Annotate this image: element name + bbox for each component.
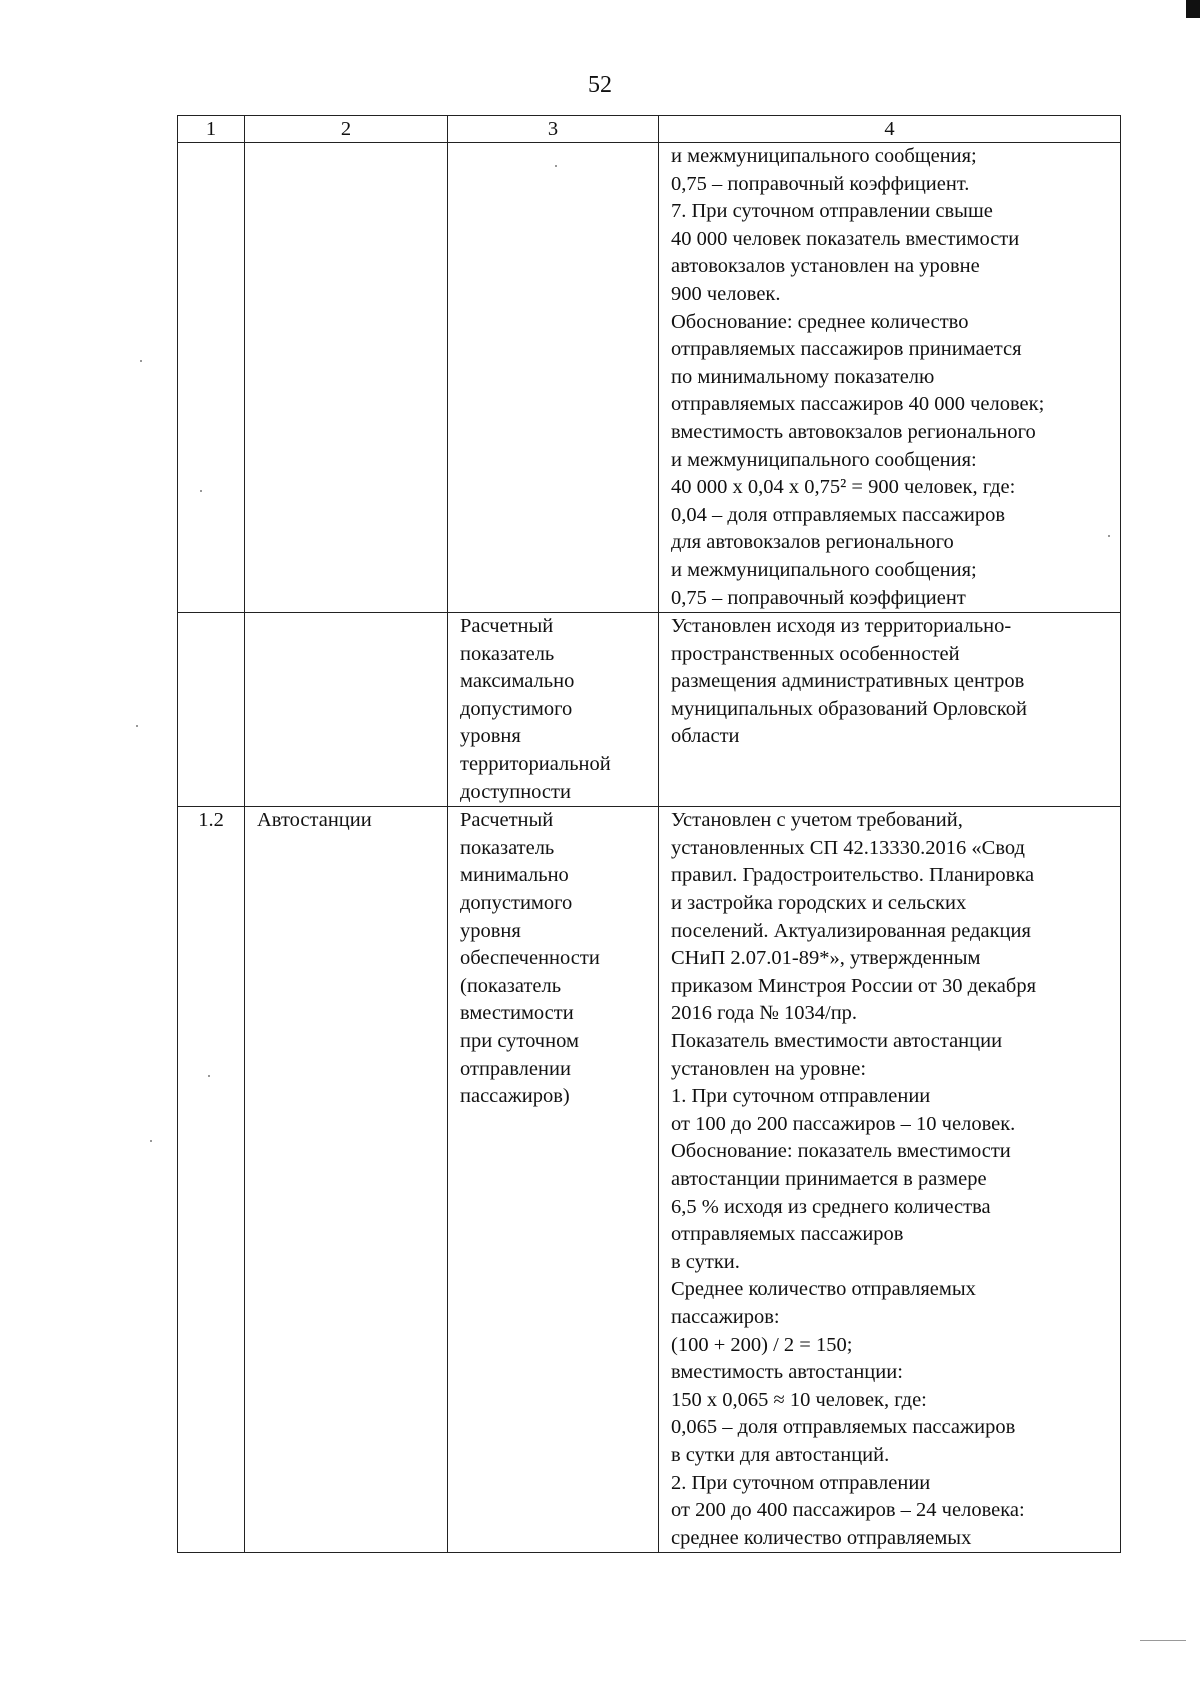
column-number-3: 3 <box>448 116 659 143</box>
page-number: 52 <box>588 72 612 98</box>
table-row <box>178 143 1121 613</box>
column-number-4: 4 <box>659 116 1121 143</box>
description-cell: и межмуниципального сообщения; 0,75 – поправочный коэффициент. 7. При суточном отправлении свыше 40 000 человек показатель вместимости автовокзалов установлен на уровне 900 человек. Обоснование: среднее количество отправляемых пассажиров принимается по минимальному показателю отправляемых пассажиров 40 000 человек; вместимость автовокзалов регионального и межмуниципального сообщения: 40 000 x 0,04 x 0,75² = 900 человек, где: 0,04 – доля отправляемых пассажиров для автовокзалов регионального и межмуниципального сообщения; 0,75 – поправочный коэффициент <box>659 143 1121 613</box>
scan-speck <box>1108 535 1110 537</box>
scan-speck <box>140 360 142 362</box>
column-number-row <box>178 116 1121 143</box>
scan-speck <box>200 490 202 492</box>
scan-speck <box>555 165 557 167</box>
indicator-cell <box>448 143 659 613</box>
row-number-cell <box>178 143 245 613</box>
row-number-cell: 1.2 <box>178 807 245 1553</box>
column-number-1: 1 <box>178 116 245 143</box>
scan-speck <box>150 1140 152 1142</box>
scan-speck <box>208 1075 210 1077</box>
object-cell <box>245 613 448 807</box>
description-cell: Установлен с учетом требований, установленных СП 42.13330.2016 «Свод правил. Градостроительство. Планировка и застройка городских и сельских поселений. Актуализированная редакция СНиП 2.07.01-89*», утвержденным приказом Минстроя России от 30 декабря 2016 года № 1034/пр. Показатель вместимости автостанции установлен на уровне: 1. При суточном отправлении от 100 до 200 пассажиров – 10 человек. Обоснование: показатель вместимости автостанции принимается в размере 6,5 % исходя из среднего количества отправляемых пассажиров в сутки. Среднее количество отправляемых пассажиров: (100 + 200) / 2 = 150; вместимость автостанции: 150 x 0,065 ≈ 10 человек, где: 0,065 – доля отправляемых пассажиров в сутки для автостанций. 2. При суточном отправлении от 200 до 400 пассажиров – 24 человека: среднее количество отправляемых <box>659 807 1121 1553</box>
scan-edge-line <box>1140 1640 1186 1641</box>
scan-corner-mark <box>1186 0 1200 18</box>
description-cell: Установлен исходя из территориально- пространственных особенностей размещения административных центров муниципальных образований Орловской области <box>659 613 1121 807</box>
object-cell <box>245 143 448 613</box>
table-row <box>178 807 1121 1553</box>
indicator-cell: Расчетный показатель минимально допустимого уровня обеспеченности (показатель вместимости при суточном отправлении пассажиров) <box>448 807 659 1553</box>
object-cell: Автостанции <box>245 807 448 1553</box>
scan-speck <box>136 725 138 727</box>
standards-table <box>177 115 1121 1553</box>
row-number-cell <box>178 613 245 807</box>
column-number-2: 2 <box>245 116 448 143</box>
table-row <box>178 613 1121 807</box>
indicator-cell: Расчетный показатель максимально допустимого уровня территориальной доступности <box>448 613 659 807</box>
